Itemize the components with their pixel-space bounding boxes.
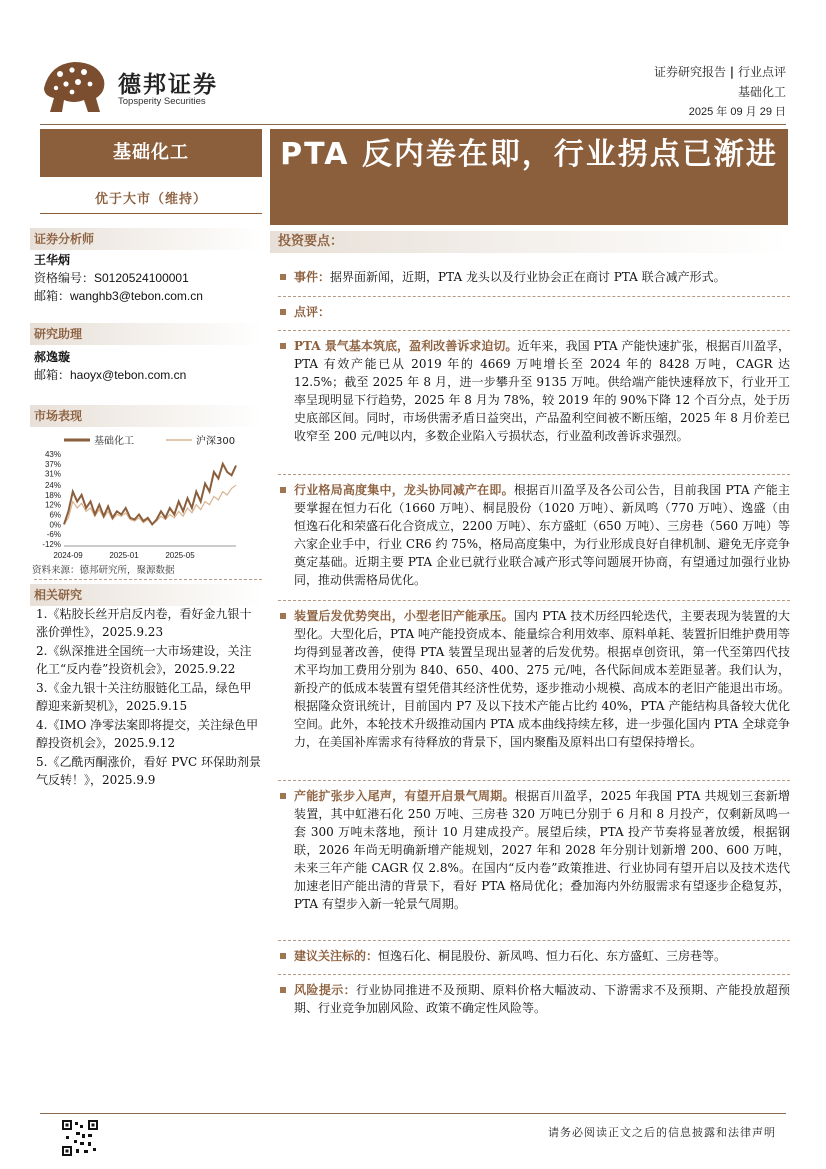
key-point-lead: 事件： [294,270,331,284]
y-tick-label: 37% [44,459,61,469]
brand-name-cn: 德邦证券 [118,72,218,98]
key-point-technology [278,607,790,751]
legend-label-sector: 基础化工 [94,436,134,447]
y-tick-label: 24% [44,481,61,491]
y-axis-ticks [42,450,61,549]
key-point-event [278,268,790,286]
related-heading: 相关研究 [30,584,262,606]
chart-series [64,464,236,525]
left-divider [34,579,262,580]
sector-box: 基础化工 [40,129,262,177]
related-research-list [36,606,262,791]
analyst-email[interactable]: 邮箱：wanghb3@tebon.com.cn [34,289,203,303]
key-point-comment [278,303,790,321]
analyst-name: 王华炳 [34,253,71,267]
section-divider [278,780,790,781]
key-point-text: 国内 PTA 技术历经四轮迭代，主要表现为装置的大型化。大型化后，PTA 吨产能投资成本、能量综合利用效率、原料单耗、装置折旧维护费用等均得到显著改善，使得 PTA 装置呈现出显著的后发优势。根据卓创资讯，第一代至第四代技术平均加工费用分别为 840、650、400、275 元/吨，各代际间成本差距显著。我们认为，新投产的低成本装置有望凭借其经济性优势，逐步推动小规模、高成本的老旧产能退出市场。根据隆众资讯统计，目前国内 P7 及以下技术产能占比约 40%，PTA 产能结构具备较大优化空间。此外，本轮技术升级推动国内 PTA 成本曲线持续左移，进一步强化国内 PTA 全球竞争力，在美国补库需求有待释放的背景下，国内聚酯及原料出口有望保持增长。 [294,609,790,749]
key-point-bottoming [278,337,790,445]
related-item[interactable]: 4.《IMO 净零法案即将提交，关注绿色甲醇投资机会》，2025.9.12 [36,718,259,750]
key-point-concentration [278,481,790,589]
key-point-text: 近年来，我国 PTA 产能快速扩张，根据百川盈孚，PTA 有效产能已从 2019 年的 4669 万吨增长至 2024 年的 8428 万吨，CAGR 达 12.5%；截至 2025 年 8 月，进一步攀升至 9135 万吨。供给端产能快速释放下，行业开工率呈现明显下行趋势，2025 年 8 月为 78%，较 2019 年的 90%下降 12 个百分点，处于历史底部区间。同时，市场供需矛盾日益突出，产品盈利空间被不断压缩，2025 年 8 月价差已收窄至 200 元/吨以内，多数企业陷入亏损状态，行业盈利改善诉求强烈。 [294,339,790,443]
assistant-heading: 研究助理 [30,323,262,345]
related-item[interactable]: 3.《金九银十关注纺服链化工品，绿色甲醇迎来新契机》，2025.9.15 [36,681,252,713]
related-item[interactable]: 1.《粘胶长丝开启反内卷，看好金九银十涨价弹性》，2025.9.23 [36,607,252,639]
report-meta: 证券研究报告 | 行业点评 基础化工 2025 年 09 月 29 日 [654,62,786,122]
company-logo [40,58,230,116]
y-tick-label: -12% [42,540,61,549]
market-performance-chart [30,426,262,566]
related-item[interactable]: 5.《乙酰丙酮涨价，看好 PVC 环保助剂景气反转！》，2025.9.9 [36,755,262,787]
y-tick-label: 6% [49,510,61,520]
report-sector: 基础化工 [737,85,786,99]
section-divider [278,974,790,975]
rating-divider [40,213,262,214]
key-point-lead: 建议关注标的： [294,949,379,963]
key-points-heading: 投资要点： [270,231,788,253]
section-divider [278,296,790,297]
key-point-text: 据界面新闻，近期，PTA 龙头以及行业协会正在商讨 PTA 联合减产形式。 [330,270,726,284]
report-type: 证券研究报告 [653,65,726,79]
key-point-capacity [278,787,790,913]
report-date: 2025 年 09 月 29 日 [688,106,786,118]
key-point-risks [278,981,790,1017]
analyst-cert: 资格编号：S0120524100001 [34,271,189,285]
header-divider [40,124,786,125]
key-point-lead: 产能扩张步入尾声，有望开启景气周期。 [294,789,515,803]
y-tick-label: 18% [44,490,61,500]
section-divider [278,330,790,331]
qr-code-icon [62,1120,98,1156]
footer-divider [40,1113,786,1114]
key-point-lead: 装置后发优势突出，小型老旧产能承压。 [294,609,514,623]
footer-disclaimer: 请务必阅读正文之后的信息披露和法律声明 [548,1126,776,1139]
market-heading: 市场表现 [30,405,262,427]
assistant-name: 郝逸璇 [34,350,71,364]
chart-source: 资料来源：德邦研究所，聚源数据 [32,565,175,576]
report-category: 行业点评 [737,65,786,79]
key-point-text: 根据百川盈孚，2025 年我国 PTA 共规划三套新增装置，其中虹港石化 250 万吨、三房巷 320 万吨已分别于 6 月和 8 月投产，仅剩新凤鸣一套 300 万吨未落地，预计 10 月建成投产。展望后续，PTA 投产节奏将显著放缓，根据钢联，2026 年尚无明确新增产能规划，2027 年和 2028 年分别计划新增 200、600 万吨，未来三年产能 CAGR 仅 2.8%。在国内“反内卷”政策推进、行业协同有望开启以及技术迭代加速老旧产能出清的背景下，看好 PTA 格局优化；叠加海内外纺服需求有望逐步企稳复苏，PTA 有望步入新一轮景气周期。 [294,789,790,911]
analyst-heading: 证券分析师 [30,228,262,250]
key-point-lead: 风险提示： [294,983,357,997]
key-point-lead: 行业格局高度集中，龙头协同减产在即。 [294,483,514,497]
assistant-block [34,348,264,384]
chart-legend [64,434,235,447]
section-divider [278,940,790,941]
legend-label-index: 沪深300 [196,436,236,447]
report-title: PTA 反内卷在即，行业拐点已渐进 [270,129,788,225]
y-tick-label: 43% [44,450,61,459]
key-point-targets [278,947,790,965]
assistant-email[interactable]: 邮箱：haoyx@tebon.com.cn [34,368,187,382]
key-point-text: 根据百川盈孚及各公司公告，目前我国 PTA 产能主要掌握在恒力石化（1660 万吨）、桐昆股份（1020 万吨）、新凤鸣（770 万吨）、逸盛（由恒逸石化和荣盛石化合资成立，2200 万吨）、东方盛虹（650 万吨）、三房巷（560 万吨）等六家企业手中，行业 CR6 约 75%，格局高度集中，为行业形成良好自律机制、避免无序竞争奠定基础。近期主要 PTA 企业已就行业联合减产形式等问题展开协商，有望通过加强行业协同，推动供需格局优化。 [294,483,790,587]
x-tick-label: 2025-01 [109,551,139,560]
y-tick-label: -6% [46,530,61,540]
brand-name-en: Topsperity Securities [118,96,206,107]
key-point-lead: PTA 景气基本筑底，盈利改善诉求迫切。 [294,339,518,353]
section-divider [278,474,790,475]
x-axis-ticks [53,546,236,560]
key-point-text: 恒逸石化、桐昆股份、新凤鸣、恒力石化、东方盛虹、三房巷等。 [378,949,727,963]
related-item[interactable]: 2.《纵深推进全国统一大市场建设，关注化工“反内卷”投资机会》，2025.9.22 [36,644,252,676]
x-tick-label: 2024-09 [53,551,83,560]
y-tick-label: 0% [49,520,61,530]
leopard-logo-icon [40,58,108,114]
key-point-text: 行业协同推进不及预期、原料价格大幅波动、下游需求不及预期、产能投放超预期、行业竞争加剧风险、政策不确定性风险等。 [294,983,790,1015]
key-point-lead: 点评： [294,305,331,319]
section-divider [278,600,790,601]
y-tick-label: 12% [44,500,61,510]
y-tick-label: 31% [44,469,61,479]
analyst-block [34,251,264,305]
rating: 优于大市（维持） [94,192,207,207]
x-tick-label: 2025-05 [165,551,195,560]
series-line-sector [64,464,236,525]
